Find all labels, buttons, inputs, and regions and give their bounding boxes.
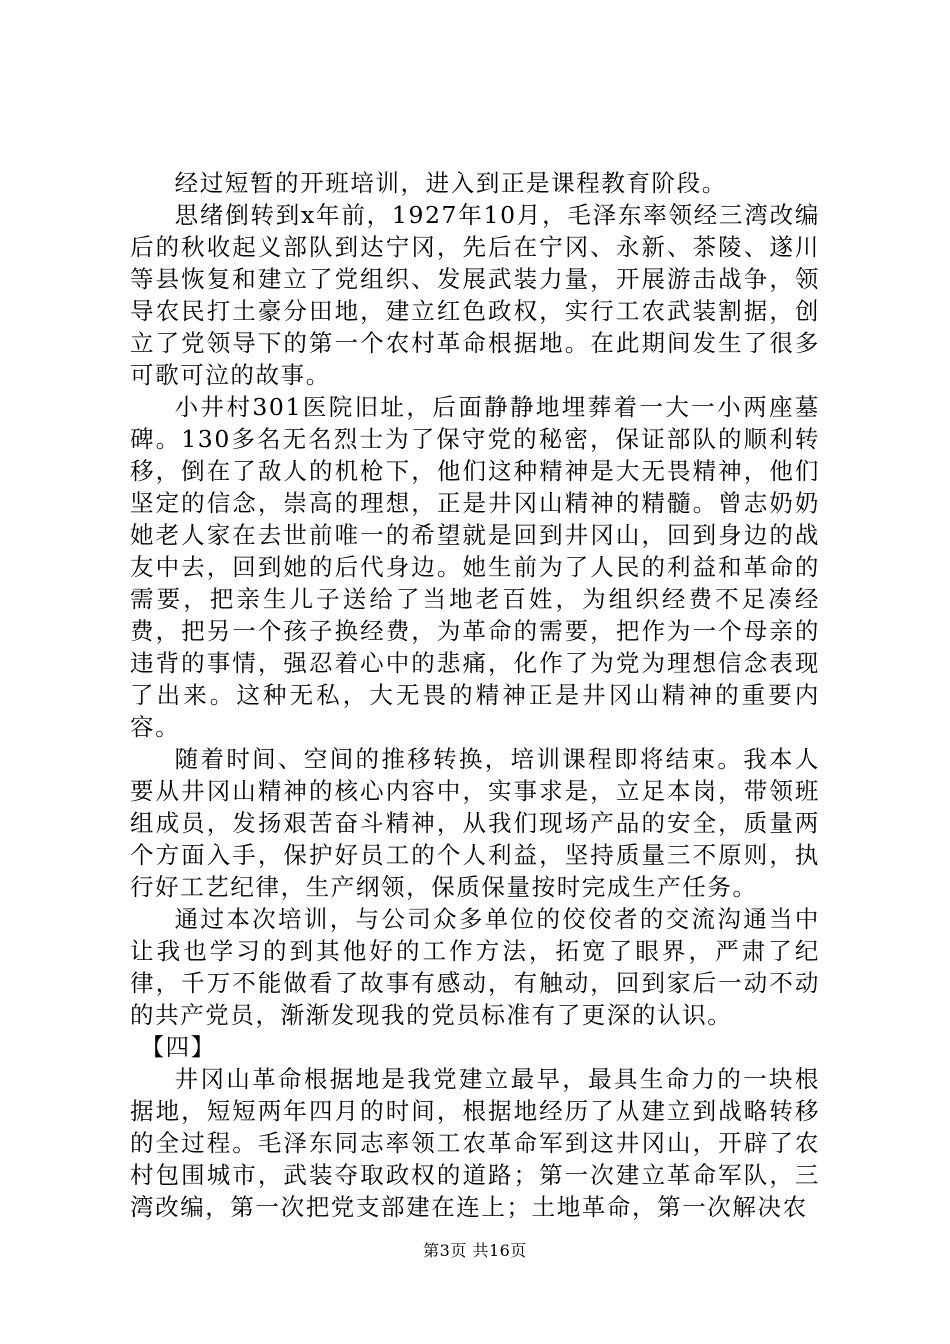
paragraph-history: 思绪倒转到x年前，1927年10月，毛泽东率领经三湾改编后的秋收起义部队到达宁冈，先后在宁冈、永新、茶陵、遂川等县恢复和建立了党组织、发展武装力量，开展游击战争，领导农民打土豪分田地，建立红色政权，实行工农武装割据，创立了党领导下的第一个农村革命根据地。在此期间发生了很多可歌可泣的故事。 [130, 201, 820, 389]
paragraph-jinggangshan-base: 井冈山革命根据地是我党建立最早，最具生命力的一块根据地，短短两年四月的时间，根据地经历了从建立到战略转移的全过程。毛泽东同志率领工农革命军到这井冈山，开辟了农村包围城市，武装夺取政权的道路；第一次建立革命军队，三湾改编，第一次把党支部建在连上；土地革命，第一次解决农 [130, 1065, 820, 1221]
section-heading-four: 【四】 [140, 1033, 216, 1061]
paragraph-training-end: 随着时间、空间的推移转换，培训课程即将结束。我本人要从井冈山精神的核心内容中，实事求是，立足本岗，带领班组成员，发扬艰苦奋斗精神，从我们现场产品的安全，质量两个方面入手，保护好员工的个人利益，坚持质量三不原则，执行好工艺纪律，生产纲领，保质保量按时完成生产任务。 [130, 745, 820, 901]
paragraph-opening: 经过短暂的开班培训，进入到正是课程教育阶段。 [174, 169, 727, 197]
paragraph-xiaojing-village: 小井村301医院旧址，后面静静地埋葬着一大一小两座墓碑。130多名无名烈士为了保守党的秘密，保证部队的顺利转移，倒在了敌人的机枪下，他们这种精神是大无畏精神，他们坚定的信念，崇高的理想，正是井冈山精神的精髓。曾志奶奶她老人家在去世前唯一的希望就是回到井冈山，回到身边的战友中去，回到她的后代身边。她生前为了人民的利益和革命的需要，把亲生儿子送给了当地老百姓，为组织经费不足凑经费，把另一个孩子换经费，为革命的需要，把作为一个母亲的违背的事情，强忍着心中的悲痛，化作了为党为理想信念表现了出来。这种无私，大无畏的精神正是井冈山精神的重要内容。 [130, 393, 820, 741]
paragraph-reflection: 通过本次培训，与公司众多单位的佼佼者的交流沟通当中让我也学习的到其他好的工作方法，拓宽了眼界，严肃了纪律，千万不能做看了故事有感动，有触动，回到家后一动不动的共产党员，渐渐发现我的党员标准有了更深的认识。 [130, 905, 820, 1029]
page-footer: 第3页 共16页 [423, 1241, 527, 1260]
body-text [130, 167, 820, 1223]
